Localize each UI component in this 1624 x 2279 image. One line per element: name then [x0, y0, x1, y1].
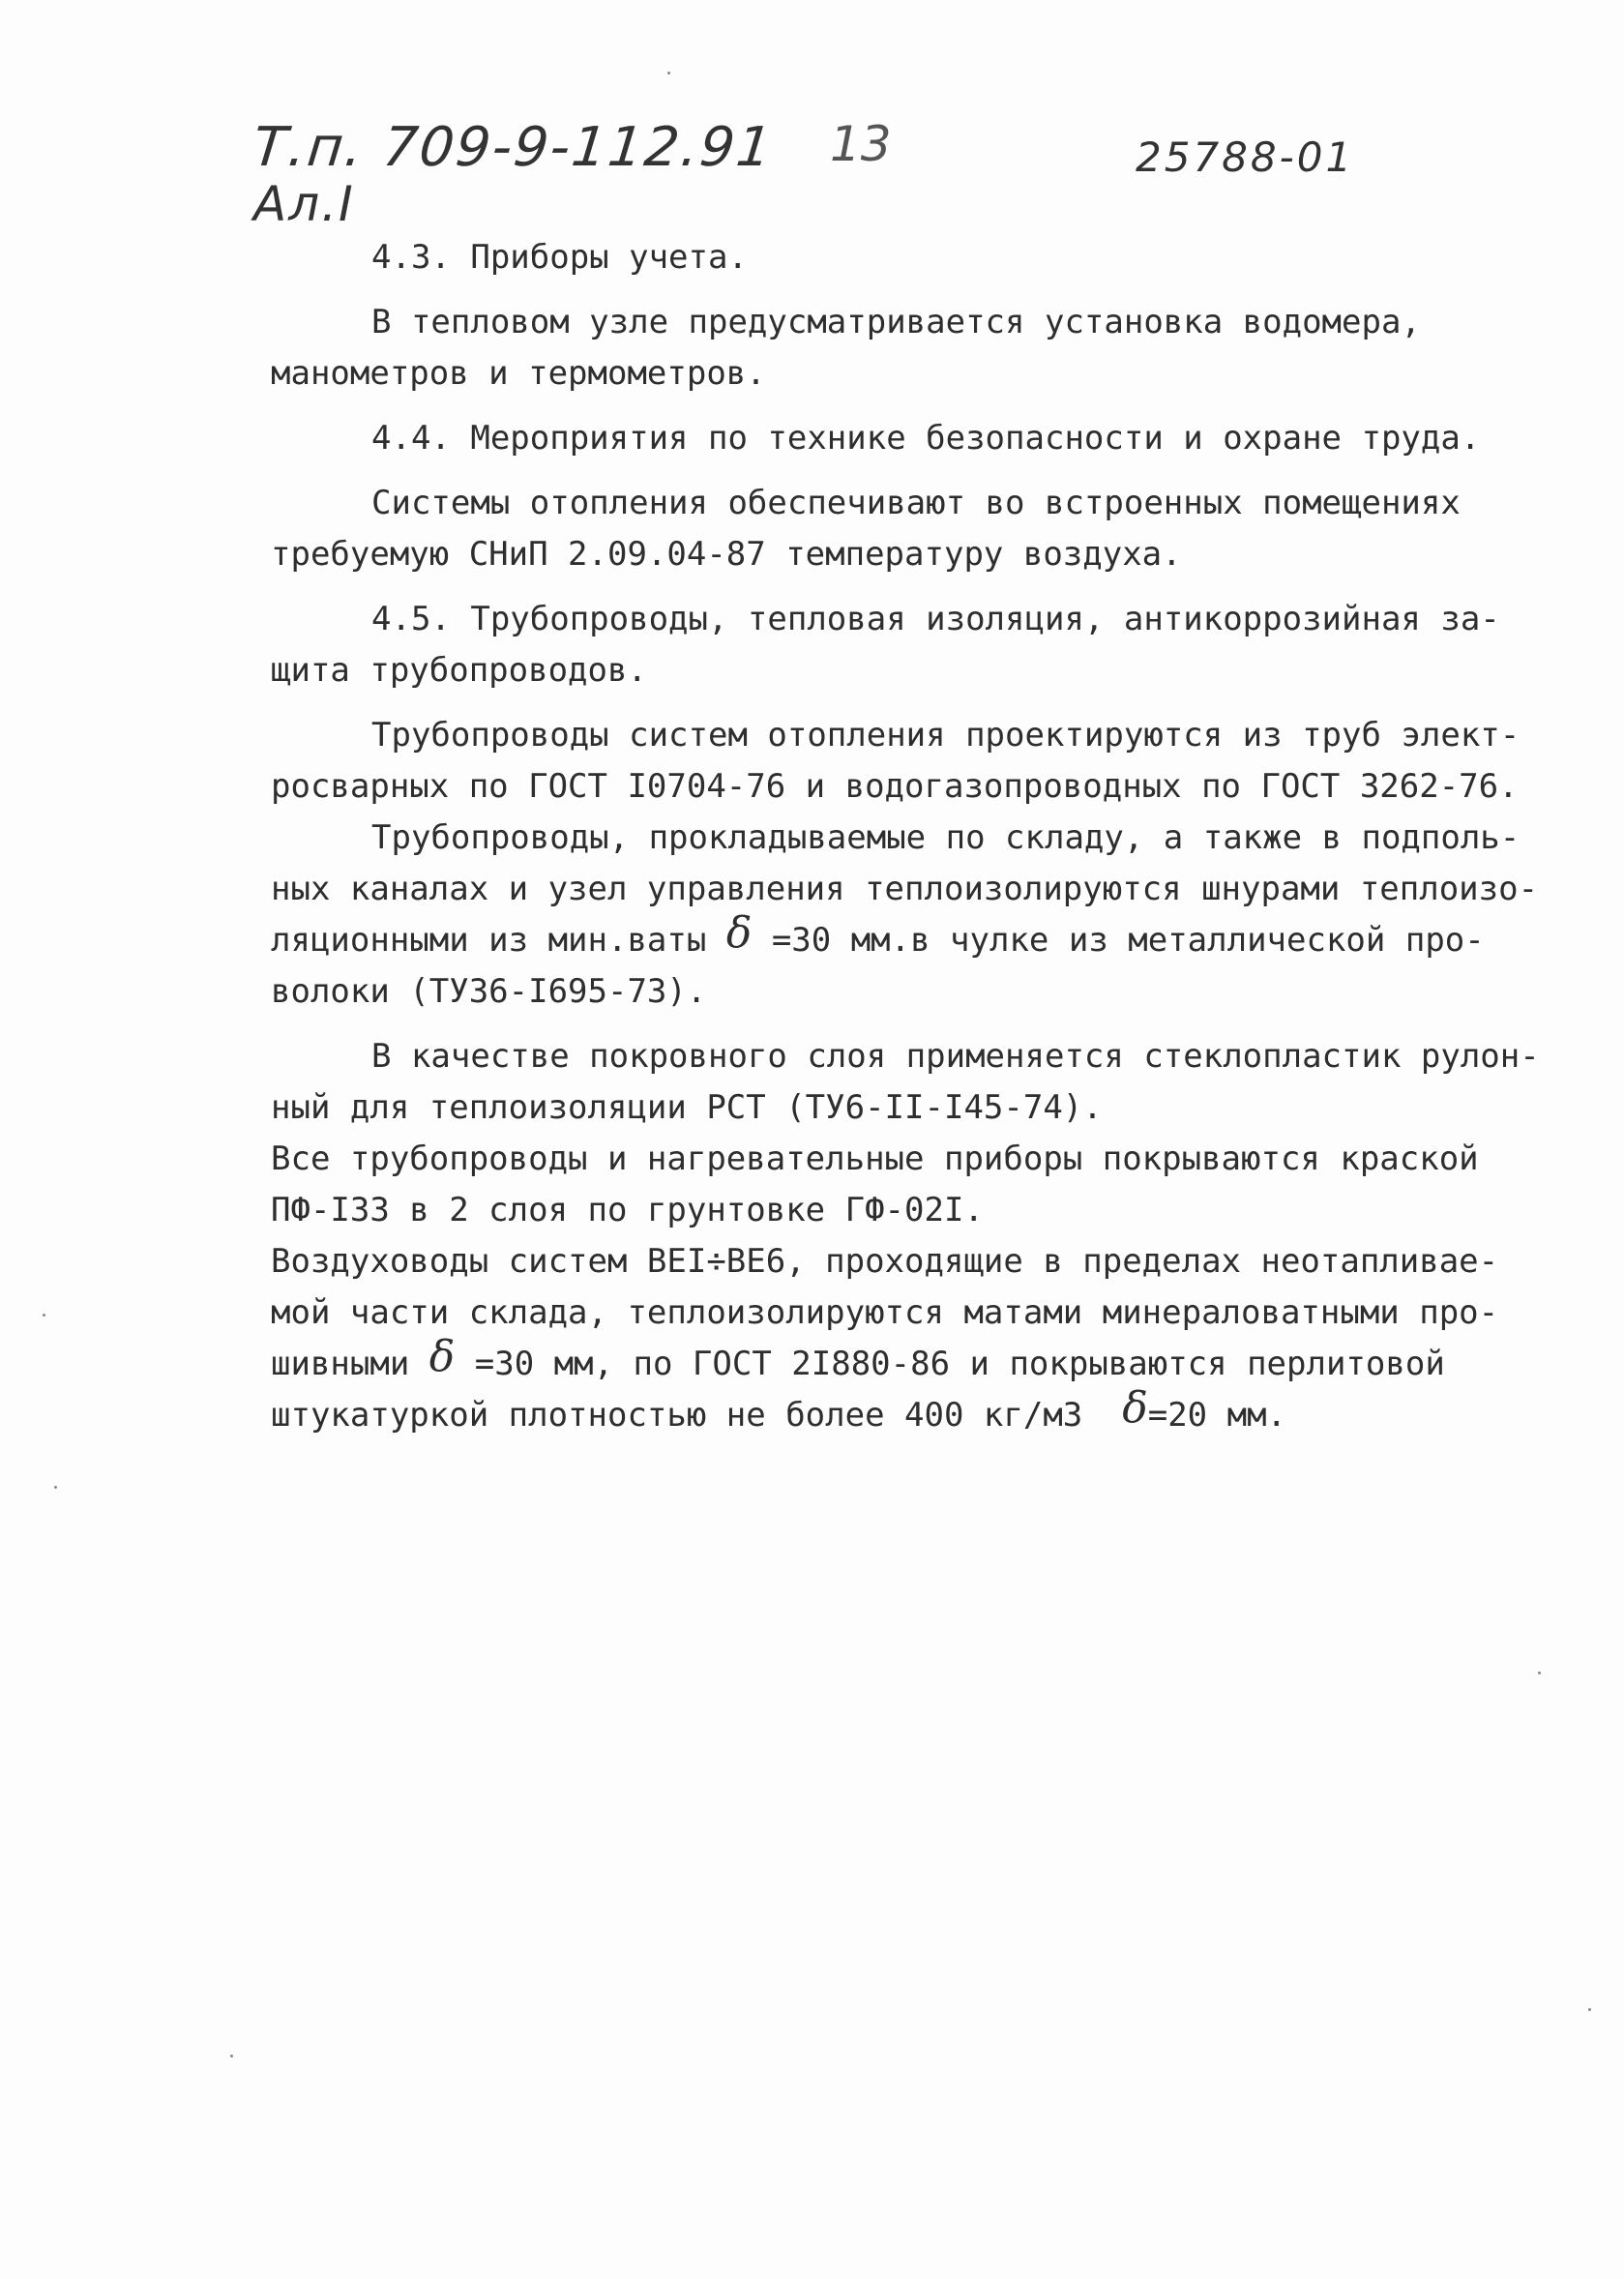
document-number: 25788-01 [1136, 133, 1355, 181]
section-4-4-title: 4.4. Мероприятия по технике безопасности и охране труда. [371, 419, 1481, 458]
paragraph-line: Трубопроводы систем отопления проектируются из труб элект- [371, 716, 1521, 755]
paragraph-line [271, 908, 1557, 966]
paragraph-text: =30 мм, по ГОСТ 2I880-86 и покрываются перлитовой [474, 1345, 1445, 1383]
paragraph-line [271, 1383, 1557, 1441]
paragraph-line: Воздуховоды систем ВЕI÷ВЕ6, проходящие в пределах неотапливае- [271, 1242, 1499, 1281]
paragraph-text: =20 мм. [1147, 1396, 1287, 1435]
scan-speck [667, 72, 670, 74]
paragraph-line: В качестве покровного слоя применяется стеклопластик рулон- [371, 1037, 1540, 1076]
section-4-4-text-line: требуемую СНиП 2.09.04-87 температуру воздуха. [271, 535, 1182, 574]
document-body [271, 232, 1557, 1441]
scan-speck [43, 1314, 45, 1317]
page-number: 13 [830, 116, 892, 172]
section-4-4-text-line: Системы отопления обеспечивают во встроенных помещениях [371, 484, 1461, 522]
scan-speck [1538, 1672, 1541, 1674]
paragraph-line: росварных по ГОСТ I0704-76 и водогазопроводных по ГОСТ 3262-76. [271, 767, 1519, 806]
scan-speck [54, 1486, 57, 1489]
paragraph-text: =30 мм.в чулке из металлической про- [771, 921, 1485, 960]
paragraph-text: штукатуркой плотностью не более 400 кг/м3 [271, 1396, 1083, 1435]
project-stamp-code: Т.п. 709-9-112.91 [250, 116, 777, 179]
paragraph-line: мой части склада, теплоизолируются матами минераловатными про- [271, 1293, 1499, 1332]
paragraph-line: Все трубопроводы и нагревательные приборы покрываются краской [271, 1140, 1479, 1178]
paragraph-text: ляционными из мин.ваты [271, 921, 707, 960]
paragraph-line: ных каналах и узел управления теплоизолируются шнурами теплоизо- [271, 870, 1539, 908]
delta-symbol: δ [725, 908, 753, 958]
paragraph-line [271, 1332, 1557, 1390]
paragraph-line: волоки (ТУ36-I695-73). [271, 972, 707, 1011]
paragraph-text: шивными [271, 1345, 410, 1383]
scan-speck [230, 2055, 233, 2057]
section-4-5-title: 4.5. Трубопроводы, тепловая изоляция, антикоррозийная за- [371, 600, 1500, 638]
paragraph-line: ный для теплоизоляции РСТ (ТУ6-II-I45-74). [271, 1088, 1103, 1127]
album-number: Ал.I [253, 176, 355, 232]
section-4-3-title: 4.3. Приборы учета. [371, 238, 748, 277]
delta-symbol: δ [428, 1332, 456, 1381]
section-4-5-title: щита трубопроводов. [271, 651, 647, 690]
delta-symbol: δ [1122, 1383, 1148, 1433]
paragraph-line: Трубопроводы, прокладываемые по складу, а также в подполь- [371, 818, 1521, 857]
paragraph-line: ПФ-I33 в 2 слоя по грунтовке ГФ-02I. [271, 1191, 984, 1229]
section-4-3-text-line: В тепловом узле предусматривается установка водомера, [371, 303, 1421, 341]
scan-speck [1588, 2008, 1591, 2011]
section-4-3-text-line: манометров и термометров. [271, 354, 766, 393]
